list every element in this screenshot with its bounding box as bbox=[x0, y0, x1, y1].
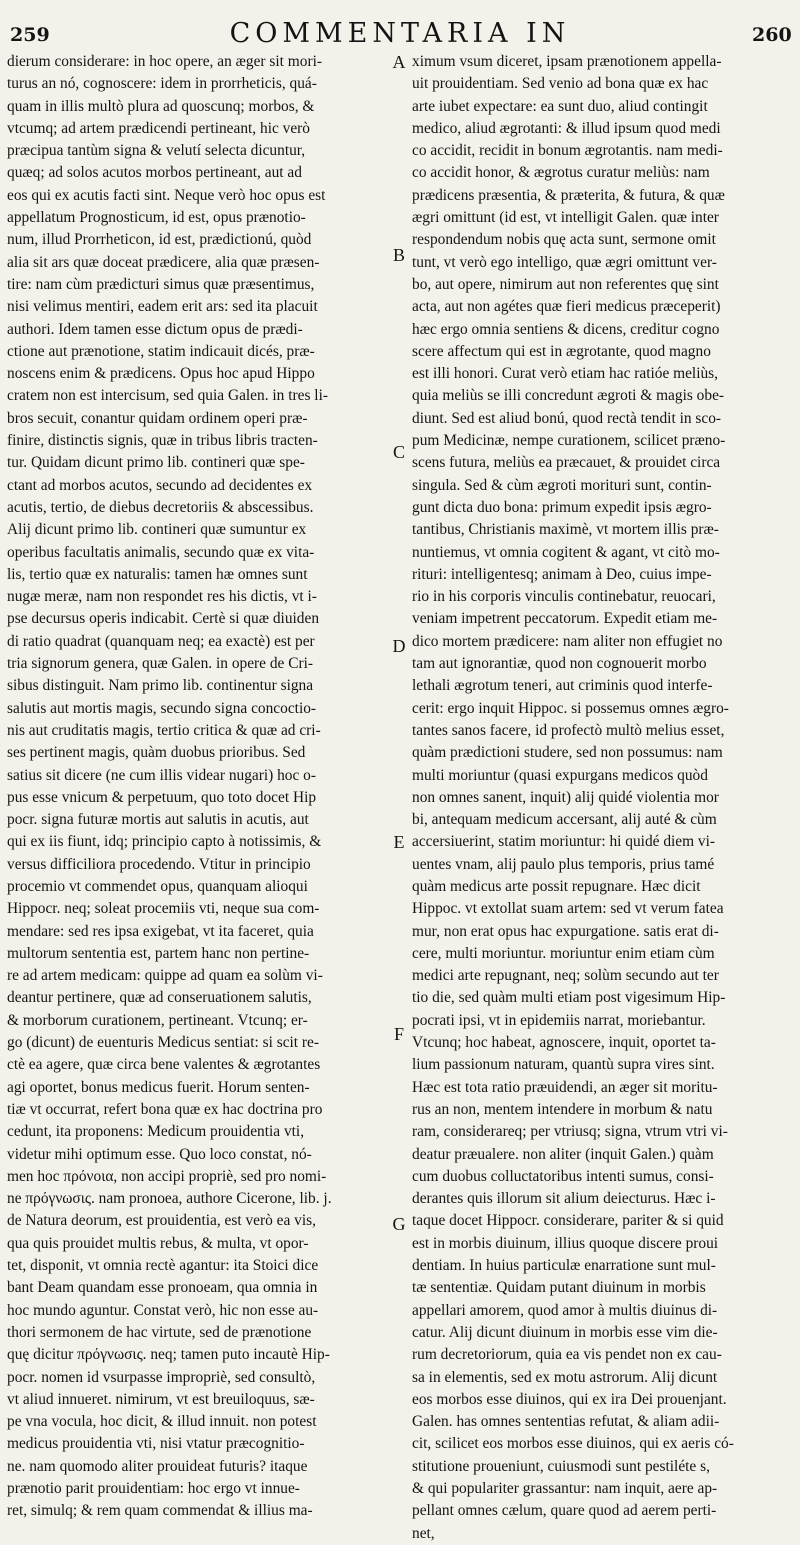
right-column-line: catur. Alij dicunt diuinum in morbis esse vim die- bbox=[412, 1323, 718, 1341]
right-column-line: rus an non, mentem intendere in morbum & natu bbox=[412, 1100, 713, 1118]
running-title: COMMENTARIA IN bbox=[229, 18, 571, 49]
left-column-line: finire, distinctis signis, quæ in tribus libris tracten- bbox=[7, 432, 318, 450]
left-column-line: agi oportet, bonus medicus fuerit. Horum senten- bbox=[7, 1078, 310, 1096]
left-column-line: bant Deam quandam esse pronoeam, qua omnia in bbox=[7, 1279, 318, 1297]
page-number-right: 260 bbox=[752, 24, 792, 46]
left-column-line: Alij dicunt primo lib. contineri quæ sumuntur ex bbox=[7, 521, 307, 539]
left-column-line: turus an nó, cognoscere: idem in prorrheticis, quá- bbox=[7, 75, 317, 93]
right-column-line: medici arte repugnant, neq; solùm secundo aut ter bbox=[412, 967, 719, 985]
left-column-line: tire: nam cùm prædicturi simus quæ præsentimus, bbox=[7, 275, 315, 293]
right-column-line: deatur præualere. non aliter (inquit Galen.) quàm bbox=[412, 1145, 714, 1163]
left-column-line: tiæ vt occurrat, refert bona quæ ex hac doctrina pro bbox=[7, 1100, 323, 1118]
right-column-line: dentiam. In huius particulæ enarratione sunt mul- bbox=[412, 1257, 716, 1275]
right-column-line: appellari amorem, quod amor à multis diuinus di- bbox=[412, 1301, 718, 1319]
right-column-line: Hippoc. vt extollat suam artem: sed vt verum fatea bbox=[412, 900, 724, 918]
left-column-line: præcipua tantùm signa & velutí selecta dicuntur, bbox=[7, 142, 306, 160]
left-column-line: bros secuit, conantur quidam ordinem operi præ- bbox=[7, 409, 308, 427]
margin-letter-g: G bbox=[392, 1214, 406, 1234]
left-column-line: ne. nam quomodo aliter prouideat futuris? itaque bbox=[7, 1457, 308, 1475]
right-column-line: stitutione proueniunt, cuiusmodi sunt pestiléte s, bbox=[412, 1457, 710, 1475]
right-column-line: eos morbos esse diuinos, qui ex ira Dei prouenjant. bbox=[412, 1390, 727, 1408]
left-column-line: versus difficiliora procedendo. Vtitur in principio bbox=[7, 855, 311, 873]
right-column-line: diunt. Sed est aliud bonú, quod rectà tendit in sco- bbox=[412, 409, 722, 427]
left-column-line: tur. Quidam dicunt primo lib. contineri quæ spe- bbox=[7, 454, 305, 472]
right-column-line: derantes quis illorum sit alium deiecturus. Hæc i- bbox=[412, 1190, 716, 1208]
right-column-line: hæc ergo omnia sentiens & dicens, creditur cogno bbox=[412, 320, 720, 338]
left-column-line: nis aut cruditatis magis, tertio critica & quæ ad cri- bbox=[7, 721, 321, 739]
right-column-line: respondendum nobis quę acta sunt, sermone omit bbox=[412, 231, 716, 249]
right-column-line: cerit: ergo inquit Hippoc. si possemus omnes ægro- bbox=[412, 699, 729, 717]
left-column-line: procemio vt commendet opus, quanquam alioqui bbox=[7, 877, 308, 895]
right-column-line: lium passionum naturam, quantù supra vires sint. bbox=[412, 1056, 715, 1074]
left-column-line: ses pertinent magis, quàm duobus prioribus. Sed bbox=[7, 744, 306, 762]
right-column-line: quia meliùs se illi concredunt ægroti & magis obe- bbox=[412, 387, 725, 405]
left-column-line: di ratio quadrat (quanquam neq; ea exactè) est per bbox=[7, 632, 315, 650]
left-column-line: pocr. nomen id vsurpasse impropriè, sed consultò, bbox=[7, 1368, 316, 1386]
page-number-left: 259 bbox=[10, 24, 50, 46]
right-column-line: nuntiemus, vt omnia cogitent & agant, vt citò mo- bbox=[412, 543, 720, 561]
left-column-line: pe vna vocula, hoc dicit, & illud innuit. non potest bbox=[7, 1413, 317, 1431]
left-column-line: vtcumq; ad artem prædicendi pertineant, hic verò bbox=[7, 119, 311, 137]
left-column-line: noscens enim & prædicens. Opus hoc apud Hippo bbox=[7, 365, 315, 383]
left-column-line: appellatum Prognosticum, id est, opus prænotio- bbox=[7, 209, 306, 227]
left-column-line: ne πρόγνωσις. nam pronoea, authore Cicerone, lib. j. bbox=[7, 1190, 332, 1208]
left-column-line: Hippocr. neq; soleat procemiis vti, neque sua com- bbox=[7, 900, 320, 918]
right-column-line: quàm medicus arte possit repugnare. Hæc dicit bbox=[412, 877, 701, 895]
right-column-line: bi, antequam medicum accersant, alij auté & cùm bbox=[412, 811, 717, 829]
margin-letter-f: F bbox=[393, 1024, 404, 1044]
margin-letter-e: E bbox=[393, 832, 405, 852]
right-column-line: pum Medicinæ, nempe curationem, scilicet præno- bbox=[412, 432, 726, 450]
left-column-line: nisi velimus mentiri, eadem erit ars: sed ita placuit bbox=[7, 298, 318, 316]
right-column-line: uentes vnam, alij paulo plus temporis, prius tamé bbox=[412, 855, 715, 873]
right-column-line: singula. Sed & cùm ægroti morituri sunt, contin- bbox=[412, 476, 712, 494]
right-column-line: co accidit honor, & ægrotus curatur meliùs: nam bbox=[412, 164, 710, 182]
right-column-line: net, bbox=[412, 1524, 435, 1542]
right-text-column bbox=[412, 51, 790, 1542]
right-column-line: veniam impetrent peccatorum. Expedit etiam me- bbox=[412, 610, 718, 628]
left-column-line: hoc mundo aguntur. Constat verò, hic non esse au- bbox=[7, 1301, 319, 1319]
left-column-line: satius sit dicere (ne cum illis videar nugari) hoc o- bbox=[7, 766, 317, 784]
left-column-line: eos qui ex acutis facti sint. Neque verò hoc opus est bbox=[7, 186, 326, 204]
right-column-line: prædicens præsentia, & præterita, & futura, & quæ bbox=[412, 186, 725, 204]
left-column-line: go (dicunt) de euenturis Medicus sentiat: si scit re- bbox=[7, 1034, 320, 1052]
right-column-line: uit prouidentiam. Sed venio ad bona quæ ex hac bbox=[412, 75, 709, 93]
left-column-line: sibus distinguit. Nam primo lib. continentur signa bbox=[7, 677, 314, 695]
left-column-line: medicus prouidentia vti, nisi vtatur præcognitio- bbox=[7, 1435, 305, 1453]
left-column-line: pocr. signa futuræ mortis aut salutis in acutis, aut bbox=[7, 811, 309, 829]
left-column-line: acutis, tertio, de diebus decretoriis & abscessibus. bbox=[7, 498, 314, 516]
left-column-line: operibus facultatis animalis, secundo quæ ex vita- bbox=[7, 543, 315, 561]
right-column-line: co accidit, recidit in bonum ægrotantis. nam medi- bbox=[412, 142, 723, 160]
right-column-line: cere, multi moriuntur. moriuntur enim etiam cùm bbox=[412, 944, 715, 962]
right-column-line: cum duobus colluctatoribus intenti sumus, consi- bbox=[412, 1167, 714, 1185]
margin-letter-a: A bbox=[392, 52, 406, 72]
right-column-line: arte iubet expectare: ea sunt duo, aliud contingit bbox=[412, 97, 708, 115]
left-column-line: quę dicitur πρόγνωσις. neq; tamen puto incautè Hip- bbox=[7, 1346, 330, 1364]
right-column-line: gunt dicta duo bona: primum expedit ipsis ægro- bbox=[412, 498, 712, 516]
right-column-line: est illi honori. Curat verò etiam hac ratióe meliùs, bbox=[412, 365, 719, 383]
running-header bbox=[0, 0, 800, 48]
left-column-line: mendare: sed res ipsa exigebat, vt ita faceret, quia bbox=[7, 922, 314, 940]
right-column-line: tæ sententiæ. Quidam putant diuinum in morbis bbox=[412, 1279, 706, 1297]
left-column-line: vt aliud innueret. nimirum, vt est breuiloquus, sæ- bbox=[7, 1390, 315, 1408]
left-column-line: nugæ meræ, nam non respondet res his dictis, vt i- bbox=[7, 588, 317, 606]
right-column-line: rio in his corporis vinculis continebatur, reuocari, bbox=[412, 588, 716, 606]
right-column-line: dico mortem prædicere: nam aliter non effugiet no bbox=[412, 632, 723, 650]
right-column-line: pellant omnes cælum, quare quod ad aerem perti- bbox=[412, 1502, 717, 1520]
right-column-line: lethali ægrotum teneri, aut criminis quod interfe- bbox=[412, 677, 713, 695]
right-column-line: scens futura, meliùs ea præcauet, & prouidet circa bbox=[412, 454, 721, 472]
right-column-line: acta, aut non agétes quæ fieri medicus præceperit) bbox=[412, 298, 721, 316]
right-column-line: cit, scilicet eos morbos esse diuinos, qui ex aeris có- bbox=[412, 1435, 734, 1453]
right-column-line: quàm prædictioni studere, sed non possumus: nam bbox=[412, 744, 723, 762]
right-column-line: ægri omittunt (id est, vt intelligit Galen. quæ inter bbox=[412, 209, 719, 227]
left-column-line: ctione aut prænotione, statim indicauit dicés, præ- bbox=[7, 342, 315, 360]
left-column-line: authori. Idem tamen esse dictum opus de prædi- bbox=[7, 320, 303, 338]
left-column-line: salutis aut mortis magis, secundo signa concoctio- bbox=[7, 699, 317, 717]
margin-letter-d: D bbox=[392, 636, 406, 656]
right-column-line: bo, aut opere, nimirum aut non referentes quę sint bbox=[412, 275, 719, 293]
right-column-line: tunt, vt verò ego intelligo, quæ ægri omittunt ver- bbox=[412, 253, 717, 271]
margin-letter-c: C bbox=[392, 442, 405, 462]
right-column-line: ximum vsum diceret, ipsam prænotionem appella- bbox=[412, 53, 722, 70]
right-column-line: scere affectum qui est in ægrotante, quod magno bbox=[412, 342, 711, 360]
right-column-line: Vtcunq; hoc habeat, agnoscere, inquit, oportet ta- bbox=[412, 1034, 716, 1052]
left-column-line: deantur pertinere, quæ ad conseruationem salutis, bbox=[7, 989, 312, 1007]
left-column-line: re ad artem medicam: quippe ad quam ea solùm vi- bbox=[7, 967, 323, 985]
left-column-line: num, illud Prorrheticon, id est, prædictionú, quòd bbox=[7, 231, 312, 249]
right-column-line: mur, non erat opus hac expurgatione. satis erat di- bbox=[412, 922, 719, 940]
left-text-column bbox=[7, 51, 385, 1520]
left-column-line: & morborum curationem, pertineant. Vtcunq; er- bbox=[7, 1011, 308, 1029]
right-column-line: accersiuerint, statim moriuntur: hi quidé diem vi- bbox=[412, 833, 716, 851]
right-column-line: taque docet Hippocr. considerare, pariter & si quid bbox=[412, 1212, 724, 1230]
left-column-line: cratem non est intercisum, sed quia Galen. in tres li- bbox=[7, 387, 328, 405]
left-column-line: pse decursus operis indicabit. Certè si quæ diuiden bbox=[7, 610, 320, 628]
left-column-line: ctant ad morbos acutos, secundo ad decidentes ex bbox=[7, 476, 313, 494]
right-column-line: est in morbis diuinum, illius quoque discere proui bbox=[412, 1234, 719, 1252]
right-column-line: tantes sanos facere, id profectò multò melius esset, bbox=[412, 721, 725, 739]
right-column-line: sa in elementis, sed ex motu astrorum. Alij dicunt bbox=[412, 1368, 718, 1386]
right-column-line: pocrati ipsi, vt in epidemiis narrat, moriebantur. bbox=[412, 1011, 706, 1029]
right-column-line: rituri: intelligentesq; animam à Deo, cuius impe- bbox=[412, 565, 712, 583]
left-column-line: de Natura deorum, est prouidentia, est verò ea vis, bbox=[7, 1212, 316, 1230]
right-column-line: tam aut ignorantiæ, quod non cognouerit morbo bbox=[412, 655, 707, 673]
left-column-line: alia sit ars quæ doceat prædicere, alia quæ præsen- bbox=[7, 253, 320, 271]
left-column-line: ctè ea agere, quæ circa bene valentes & ægrotantes bbox=[7, 1056, 321, 1074]
right-column-line: multi moriuntur (quasi expurgans medicos quòd bbox=[412, 766, 708, 784]
left-column-line: thori sermonem de hac virtute, sed de prænotione bbox=[7, 1323, 312, 1341]
left-column-line: videtur mihi optimum esse. Quo loco constat, nó- bbox=[7, 1145, 312, 1163]
right-column-line: medico, aliud ægrotanti: & illud ipsum quod medi bbox=[412, 119, 721, 137]
right-column-line: non omnes sanent, inquit) alij quidé violentia mor bbox=[412, 788, 719, 806]
left-column-line: ret, simulq; & rem quam commendat & illius ma- bbox=[7, 1502, 313, 1520]
left-column-line: qui ex iis fiunt, idq; principio capto à notissimis, & bbox=[7, 833, 322, 851]
right-column-line: tantibus, Christianis maximè, vt mortem illis præ- bbox=[412, 521, 719, 539]
right-column-line: Galen. has omnes sententias refutat, & aliam adii- bbox=[412, 1413, 720, 1431]
left-column-line: prænotio parit prouidentiam: hoc ergo vt innue- bbox=[7, 1480, 300, 1497]
left-column-line: quam in illis multò plura ad quoscunq; morbos, & bbox=[7, 97, 315, 115]
left-column-line: tria signorum genera, quæ Galen. in opere de Cri- bbox=[7, 655, 314, 673]
left-column-line: quæq; ad solos acutos morbos pertineant, aut ad bbox=[7, 164, 302, 182]
left-column-line: multorum sententia est, partem hanc non pertine- bbox=[7, 944, 310, 962]
left-column-line: lis, tertio quæ ex naturalis: tamen hæ omnes sunt bbox=[7, 565, 308, 583]
margin-letter-b: B bbox=[392, 245, 405, 265]
right-column-line: tio die, sed quàm multi etiam post vigesimum Hip- bbox=[412, 989, 726, 1007]
left-column-line: dierum considerare: in hoc opere, an æger sit mori- bbox=[7, 53, 322, 70]
left-column-line: cedunt, ita proponens: Medicum prouidentia vti, bbox=[7, 1123, 305, 1141]
right-column-line: & qui populariter grassantur: nam inquit, aere ap- bbox=[412, 1480, 718, 1497]
right-column-line: ram, considerareq; per vtriusq; signa, vtrum vtri vi- bbox=[412, 1123, 728, 1141]
left-column-line: qua quis prouidet multis rebus, & multa, vt opor- bbox=[7, 1234, 309, 1252]
left-column-line: pus esse vnicum & perpetuum, quo toto docet Hip bbox=[7, 788, 317, 806]
left-column-line: men hoc πρόνοια, non accipi propriè, sed pro nomi- bbox=[7, 1167, 327, 1185]
right-column-line: rum decretoriorum, quia ea vis pendet non ex cau- bbox=[412, 1346, 722, 1364]
right-column-line: Hæc est tota ratio præuidendi, an æger sit moritu- bbox=[412, 1078, 718, 1096]
left-column-line: tet, disponit, vt omnia rectè agantur: ita Stoici dice bbox=[7, 1257, 319, 1275]
